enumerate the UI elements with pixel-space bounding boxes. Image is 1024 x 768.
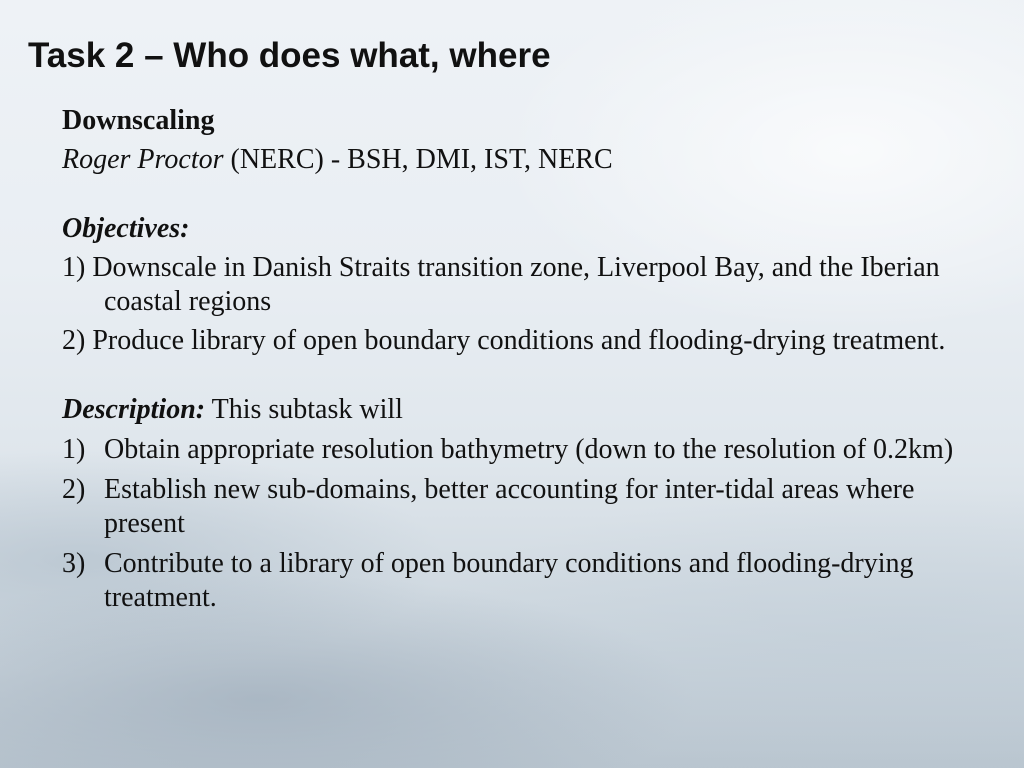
- spacer: [62, 358, 962, 393]
- description-item-text: Contribute to a library of open boundary conditions and flooding-drying treatment.: [104, 548, 914, 613]
- description-intro: This subtask will: [205, 394, 403, 425]
- description-label: Description:: [62, 394, 206, 425]
- description-line: [62, 393, 962, 427]
- slide-content: [62, 104, 962, 615]
- description-item-number: 2): [62, 474, 86, 505]
- lead-affiliation: (NERC) - BSH, DMI, IST, NERC: [223, 144, 613, 175]
- description-item-2: [62, 473, 962, 541]
- description-item-text: Obtain appropriate resolution bathymetry (down to the resolution of 0.2km): [104, 434, 954, 465]
- description-item-3: [62, 547, 962, 615]
- description-list: [62, 433, 962, 615]
- description-item-1: [62, 433, 962, 467]
- description-item-text: Establish new sub-domains, better accounting for inter-tidal areas where present: [104, 474, 915, 539]
- description-item-number: 1): [62, 434, 86, 465]
- slide-title: Task 2 – Who does what, where: [28, 36, 551, 75]
- objectives-label: Objectives:: [62, 213, 190, 244]
- section-heading: Downscaling: [62, 105, 215, 136]
- lead-name: Roger Proctor: [62, 144, 224, 175]
- objective-item-1: 1) Downscale in Danish Straits transition zone, Liverpool Bay, and the Iberian coastal regions: [62, 252, 940, 317]
- spacer: [62, 177, 962, 212]
- description-item-number: 3): [62, 548, 86, 579]
- objective-item-2: 2) Produce library of open boundary conditions and flooding-drying treatment.: [62, 325, 946, 356]
- lead-line: [62, 143, 962, 177]
